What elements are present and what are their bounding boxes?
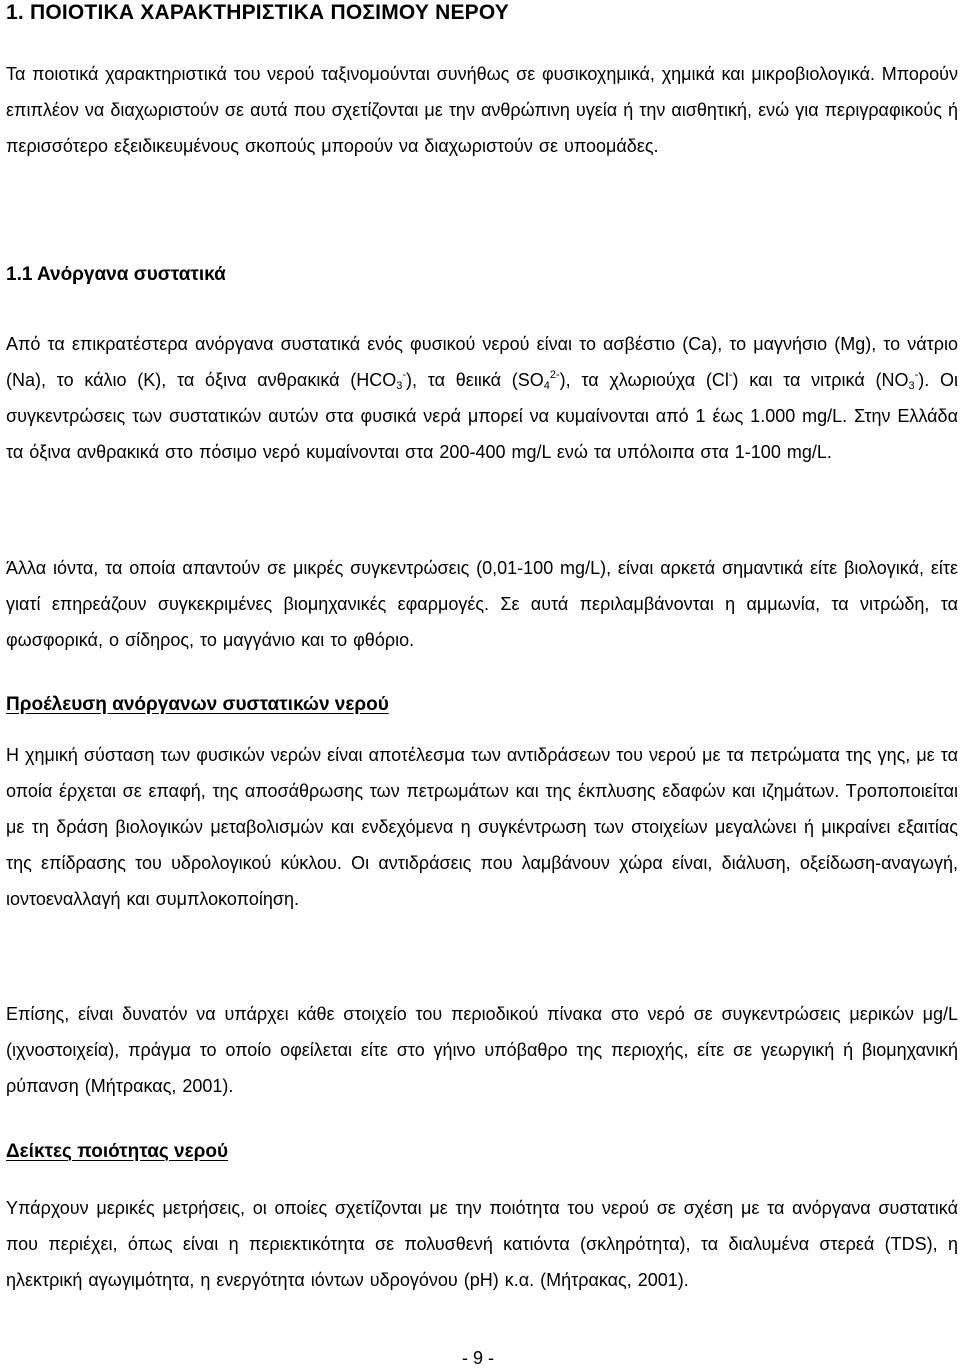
intro-paragraph: Τα ποιοτικά χαρακτηριστικά του νερού ταξινομούνται συνήθως σε φυσικοχημικά, χημικά και μικροβιολογικά. Μπορούν επιπλέον να διαχωριστούν σε αυτά που σχετίζονται με την ανθρώπινη υγεία ή την αισθητική, ενώ για περιγραφικούς ή περισσότερο εξειδικευμένους σκοπούς μπορούν να διαχωριστούν σε υποομάδες.: [6, 64, 958, 156]
text-run: Από τα επικρατέστερα ανόργανα συστατικά ενός φυσικού νερού είναι το ασβέστιο (Ca), το μαγνήσιο (Mg), το νάτριο (Na), το κάλιο (K), τα όξινα ανθρακικά (HCO: [6, 334, 958, 390]
document-page: [6, 0, 958, 1368]
origin-paragraph-1: Η χημική σύσταση των φυσικών νερών είναι αποτέλεσμα των αντιδράσεων του νερού με τα πετρώματα της γης, με τα οποία έρχεται σε επαφή, της αποσάθρωσης των πετρωμάτων και της έκπλυσης εδαφών και ιζημάτων. Τροποποιείται με τη δράση βιολογικών μεταβολισμών και ενδεχόμενα η συγκέντρωση των στοιχείων μεγαλώνει ή μικραίνει εξαιτίας της επίδρασης του υδρολογικού κύκλου. Οι αντιδράσεις που λαμβάνουν χώρα είναι, διάλυση, οξείδωση-αναγωγή, ιοντοεναλλαγή και συμπλοκοποίηση.: [6, 745, 958, 909]
section-title-indicators: Δείκτες ποιότητας νερού: [6, 1141, 229, 1162]
superscript: -: [914, 369, 919, 381]
chapter-title: 1. ΠΟΙΟΤΙΚΑ ΧΑΡΑΚΤΗΡΙΣΤΙΚΑ ΠΟΣΙΜΟΥ ΝΕΡΟΥ: [6, 1, 510, 24]
indicators-paragraph-1: Υπάρχουν μερικές μετρήσεις, οι οποίες σχετίζονται με την ποιότητα του νερού σε σχέση με τα ανόργανα συστατικά που περιέχει, όπως είναι η περιεκτικότητα σε πολυσθενή κατιόντα (σκληρότητα), τα διαλυμένα στερεά (TDS), η ηλεκτρική αγωγιμότητα, η ενεργότητα ιόντων υδρογόνου (pH) κ.α. (Μήτρακας, 2001).: [6, 1198, 958, 1290]
section-title-inorganic: 1.1 Ανόργανα συστατικά: [6, 264, 226, 285]
text-run: ), τα χλωριούχα (Cl: [559, 370, 729, 390]
inorganic-paragraph-1: [6, 326, 958, 470]
subscript: 3: [908, 380, 915, 392]
text-run: ) και τα νιτρικά (NO: [732, 370, 909, 390]
subscript: 4: [543, 380, 550, 392]
inorganic-paragraph-2: Άλλα ιόντα, τα οποία απαντούν σε μικρές συγκεντρώσεις (0,01-100 mg/L), είναι αρκετά σημαντικά είτε βιολογικά, είτε γιατί επηρεάζουν συγκεκριμένες βιομηχανικές εφαρμογές. Σε αυτά περιλαμβάνονται η αμμωνία, τα νιτρώδη, τα φωσφορικά, ο σίδηρος, το μαγγάνιο και το φθόριο.: [6, 558, 958, 650]
superscript: -: [728, 369, 733, 381]
subscript: 3: [396, 380, 403, 392]
section-title-origin: Προέλευση ανόργανων συστατικών νερού: [6, 694, 389, 715]
superscript: -: [402, 369, 407, 381]
origin-paragraph-2: Επίσης, είναι δυνατόν να υπάρχει κάθε στοιχείο του περιοδικού πίνακα στο νερό σε συγκεντρώσεις μερικών μg/L (ιχνοστοιχεία), πράγμα το οποίο οφείλεται είτε στο γήινο υπόβαθρο της περιοχής, είτε σε γεωργική ή βιομηχανική ρύπανση (Μήτρακας, 2001).: [6, 1004, 958, 1096]
superscript: 2-: [549, 369, 560, 381]
page-number: - 9 -: [461, 1348, 494, 1368]
text-run: ), τα θειικά (SO: [406, 370, 544, 390]
text-run: ). Οι συγκεντρώσεις των συστατικών αυτών στα φυσικά νερά μπορεί να κυμαίνονται από 1 έως 1.000 mg/L. Στην Ελλάδα τα όξινα ανθρακικά στο πόσιμο νερό κυμαίνονται στα 200-400 mg/L ενώ τα υπόλοιπα στα 1-100 mg/L.: [6, 370, 959, 462]
